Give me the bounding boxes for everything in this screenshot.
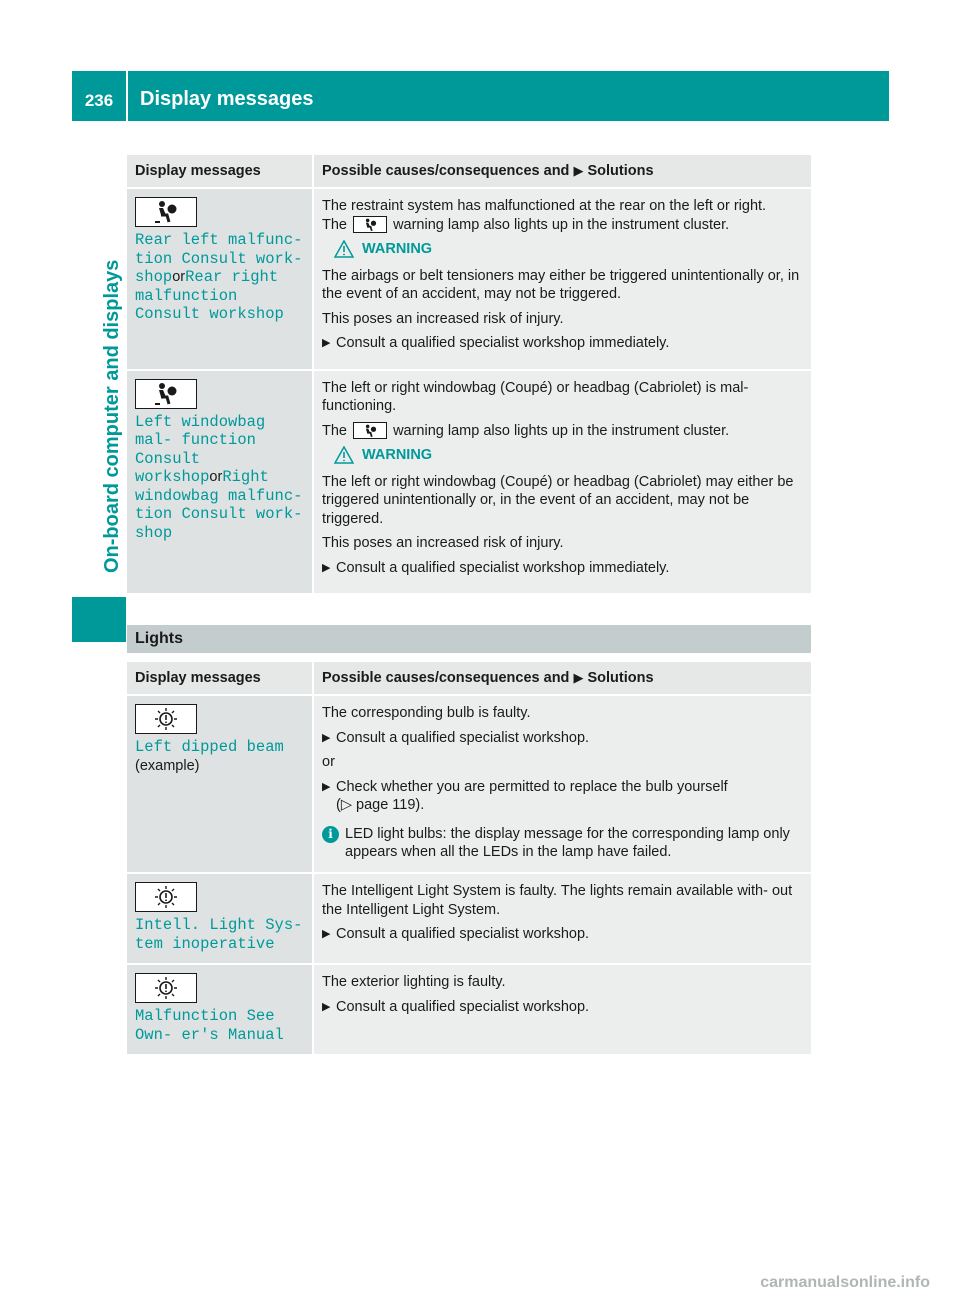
bulb-fault-icon: [135, 973, 197, 1003]
warning-label: WARNING: [322, 240, 803, 259]
display-message-text: Intell. Light Sys- tem inoperative: [135, 916, 303, 953]
table-row: [127, 371, 811, 596]
display-message-text: Rear left malfunc- tion Consult work- shop: [135, 231, 303, 286]
bulb-fault-icon: [135, 704, 197, 734]
cause-text: The restraint system has malfunctioned at the rear on the left or right.: [322, 198, 767, 214]
cause-text: The corresponding bulb is faulty.: [322, 705, 531, 721]
airbag-warning-icon: [135, 379, 197, 409]
cause-text: The exterior lighting is faulty.: [322, 974, 506, 990]
restraint-messages-table: [127, 155, 811, 595]
causes-cell: [314, 965, 811, 1056]
risk-text: This poses an increased risk of injury.: [322, 535, 564, 551]
causes-cell: [314, 696, 811, 874]
column-header-causes: Possible causes/consequences and ▶ Solutions: [314, 155, 811, 189]
display-message-cell: [127, 696, 314, 874]
solution-step: ▶ Consult a qualified specialist workshop immediately.: [322, 335, 670, 351]
airbag-lamp-icon: [353, 422, 387, 439]
step-arrow-icon: ▶: [322, 780, 331, 793]
airbag-lamp-icon: [353, 216, 387, 233]
warning-text: The airbags or belt tensioners may either be triggered unintentionally or, in the event of an accident, may not be triggered.: [322, 267, 800, 302]
display-message-cell: [127, 965, 314, 1056]
table-row: [127, 696, 811, 874]
solution-step: ▶ Consult a qualified specialist workshop.: [322, 998, 590, 1015]
solution-arrow-icon: ▶: [573, 163, 584, 178]
side-chapter-label: On-board computer and displays: [101, 259, 123, 573]
solution-step: ▶ Consult a qualified specialist workshop.: [322, 729, 590, 746]
step-arrow-icon: ▶: [322, 337, 331, 349]
airbag-warning-icon: [135, 197, 197, 227]
or-separator: or: [172, 269, 186, 285]
display-message-text: Right windowbag malfunc- tion Consult work- shop: [135, 468, 303, 542]
lamp-note: The warning lamp also lights up in the instrument cluster.: [322, 216, 730, 233]
causes-cell: [314, 371, 811, 596]
causes-cell: [314, 874, 811, 965]
solution-step: ▶ Consult a qualified specialist workshop immediately.: [322, 559, 670, 576]
display-message-cell: [127, 371, 314, 596]
page-reference-link[interactable]: (▷ page 119).: [336, 797, 425, 813]
lamp-note: The warning lamp also lights up in the instrument cluster.: [322, 422, 730, 439]
cause-text: The Intelligent Light System is faulty. The lights remain available with- out the Intelligent Light System.: [322, 883, 793, 918]
warning-triangle-icon: [334, 240, 354, 258]
info-icon: i: [322, 826, 339, 843]
step-arrow-icon: ▶: [322, 1000, 331, 1013]
table-header-row: [127, 662, 811, 696]
cause-text: The left or right windowbag (Coupé) or headbag (Cabriolet) is mal- functioning.: [322, 379, 749, 414]
solution-arrow-icon: ▶: [573, 670, 584, 685]
or-separator: or: [209, 469, 223, 485]
warning-text: The left or right windowbag (Coupé) or headbag (Cabriolet) may either be triggered unintentionally or, in the event of an accident, may not be triggered.: [322, 473, 794, 527]
table-row: [127, 965, 811, 1056]
side-chapter-marker: [72, 597, 126, 642]
solution-step: ▶ Check whether you are permitted to replace the bulb yourself (▷ page 119).: [322, 778, 728, 813]
info-note: i LED light bulbs: the display message for the corresponding lamp only appears when all the LEDs in the lamp have failed.: [322, 825, 803, 862]
footer-watermark: carmanualsonline.info: [760, 1274, 930, 1291]
column-header-display-messages: Display messages: [127, 662, 314, 696]
example-note: (example): [135, 757, 200, 774]
causes-cell: [314, 189, 811, 371]
warning-triangle-icon: [334, 446, 354, 464]
display-message-cell: [127, 874, 314, 965]
step-arrow-icon: ▶: [322, 928, 331, 940]
display-message-text: Malfunction See Own- er's Manual: [135, 1007, 284, 1044]
step-arrow-icon: ▶: [322, 731, 331, 744]
lights-messages-table: [127, 662, 811, 1056]
or-text: or: [322, 754, 335, 770]
display-message-cell: [127, 189, 314, 371]
display-message-text: Left windowbag mal- function Consult workshop: [135, 412, 266, 486]
solution-step: ▶ Consult a qualified specialist workshop.: [322, 926, 590, 942]
column-header-causes: Possible causes/consequences and ▶ Solutions: [314, 662, 811, 696]
display-message-text: Rear right malfunction Consult workshop: [135, 268, 284, 323]
bulb-fault-icon: [135, 882, 197, 912]
page-header: [72, 71, 889, 121]
risk-text: This poses an increased risk of injury.: [322, 310, 564, 327]
warning-label: WARNING: [322, 446, 803, 465]
page-title: Display messages: [128, 71, 889, 121]
display-message-text: Left dipped beam: [135, 738, 284, 756]
table-header-row: [127, 155, 811, 189]
step-arrow-icon: ▶: [322, 561, 331, 574]
page-number: 236: [72, 71, 126, 121]
section-title-lights: Lights: [127, 625, 811, 653]
column-header-display-messages: Display messages: [127, 155, 314, 189]
table-row: [127, 189, 811, 371]
table-row: [127, 874, 811, 965]
